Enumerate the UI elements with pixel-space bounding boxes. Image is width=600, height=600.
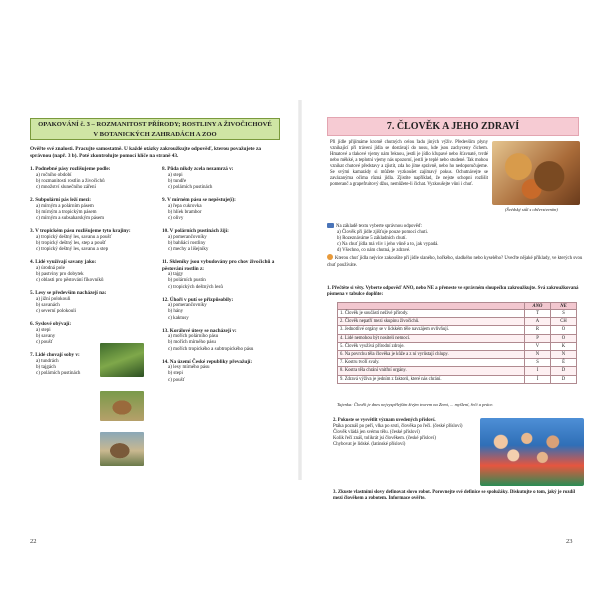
- statement-cell: 5. Člověk využívá přírodní zdroje.: [338, 342, 525, 350]
- food-photo-caption: (Švédský stůl s občerstvením): [505, 207, 558, 212]
- answer-option[interactable]: a) stepi: [36, 327, 51, 333]
- table-header-cell: ANO: [525, 303, 551, 310]
- question-text: 11. Skleníky jsou vybudovány pro chov živočichů a pěstování rostlin z:: [162, 258, 275, 272]
- yes-letter-cell[interactable]: V: [525, 342, 551, 350]
- quiz-question: [30, 166, 150, 191]
- quiz-question: [162, 197, 282, 222]
- question-text: 7. Lidé chovají soby v:: [30, 351, 80, 358]
- answer-option[interactable]: c) tropický deštný les, savanu a step: [36, 247, 109, 253]
- answer-option[interactable]: c) poušť: [168, 377, 185, 383]
- proverb-line: Ptáka poznáš po peří, vlka po srsti, člověka po řeči. (české přísloví): [333, 424, 463, 430]
- table-header-cell: [338, 303, 525, 310]
- answer-option[interactable]: a) ročního období: [36, 172, 72, 178]
- table-row: [338, 350, 577, 358]
- reindeer-photo: [100, 432, 144, 466]
- intro-text: Při jídle přijímáme kromě chutných celou řadu jiných výživ. Především plyny vznikající při trávení jídla se dostávají do nosu, kde jsou zachyceny čichem. Hmatové a tlakové vjemy nám řeknou, jestli je jídlo křupavé nebo šťavnaté, tvrdé nebo měkké, a teplotní vjemy nás upozorní, jestli je teplé nebo studené. Tak mohou vznikat chutové představy a zjistit, zda ho jíme správně, nebo ho nedoporučujeme. Se svými kamarády si můžete vyzkoušet zajímavý pokus. Ochutnávejte se zavázanýma očima různá jídla. Zjistíte například, že nejste schopni rozlišit pomeranč a grapefruitový džus, nemůžete-li čichat. Vyzkoušejte vůni i chuť.: [330, 140, 488, 187]
- question-text: 9. V mírném pásu se nepěstuje(í):: [162, 196, 236, 203]
- proverb-line: Chybovat je lidské. (latinské přísloví): [333, 442, 406, 448]
- answer-option[interactable]: c) mírným a subsaharským pásem: [36, 216, 105, 222]
- right-page-number: 23: [566, 538, 573, 545]
- task-2-title: 2. Pokuste se vysvětlit význam uvedených přísloví.: [333, 418, 436, 423]
- yes-no-table: [337, 302, 577, 384]
- quiz-question: [30, 290, 150, 315]
- quiz-question: [162, 328, 282, 353]
- yes-letter-cell[interactable]: S: [525, 359, 551, 367]
- left-page-header: [30, 118, 280, 140]
- quiz-question: [30, 259, 150, 284]
- statement-cell: 4. Lidé nemohou být nositeli nemocí.: [338, 334, 525, 342]
- answer-option[interactable]: c) severní polokouli: [36, 309, 76, 315]
- quiz-question: [162, 228, 282, 253]
- answer-option[interactable]: c) polárních pustinách: [168, 185, 213, 191]
- task-2: [333, 418, 485, 448]
- question-text: 8. Půda nikdy zcela nezamrzá v:: [162, 166, 234, 172]
- no-letter-cell[interactable]: D: [551, 367, 577, 375]
- task-1-instructions: 1. Přečtěte si věty. Vyberte odpověď ANO, nebo NE a přeneste ve správném sloupečku zakroužkujte. Svá zakroužkovaná písmena v tabulce doplňte:: [327, 286, 579, 298]
- task-3: 3. Zkuste vlastními slovy definovat slovo robot. Porovnejte své definice se spolužáky. Diskutujte o tom, jaký je rozdíl mezi člověkem a robotem. Informace ověřte.: [333, 490, 575, 502]
- question-text: 1. Podnebné pásy rozlišujeme podle:: [30, 166, 111, 172]
- table-row: [338, 334, 577, 342]
- answer-option[interactable]: a) mořích polárního pásu: [168, 334, 219, 340]
- answer-option[interactable]: c) polárních pustinách: [36, 371, 81, 377]
- quiz-question: [30, 197, 150, 222]
- yes-letter-cell[interactable]: A: [525, 318, 551, 326]
- question-text: 10. V polárních pustinách žijí:: [162, 227, 229, 234]
- food-photo: [492, 141, 580, 205]
- statement-cell: 2. Člověk nepatří mezi skupinu živočichů.: [338, 318, 525, 326]
- question-text: 13. Korálové útesy se nacházejí v:: [162, 327, 237, 334]
- tf-option: d) Všechno, co nám chutná, je zdravé.: [337, 248, 411, 254]
- answer-option[interactable]: a) pomerančovníky: [168, 234, 207, 240]
- answer-option[interactable]: b) tajgách: [36, 364, 56, 370]
- quiz-question: [162, 259, 282, 291]
- answer-option[interactable]: b) mírným a tropickým pásem: [36, 209, 97, 215]
- statement-cell: 8. Kostra těla chrání vnitřní orgány.: [338, 367, 525, 375]
- yes-letter-cell[interactable]: Í: [525, 375, 551, 383]
- statement-cell: 3. Jednotlivé orgány se v lidském těle navzájem ovlivňují.: [338, 326, 525, 334]
- no-letter-cell[interactable]: O: [551, 334, 577, 342]
- answer-option[interactable]: b) tundře: [168, 178, 187, 184]
- tf-option: b) Rozeznáváme 5 základních chutí.: [337, 236, 407, 242]
- table-header-cell: NE: [551, 303, 577, 310]
- answer-option[interactable]: b) stepi: [168, 371, 183, 377]
- right-page-header: 7. ČLOVĚK A JEHO ZDRAVÍ: [327, 117, 579, 136]
- table-row: [338, 326, 577, 334]
- statement-cell: 9. Zdravá výživa je jedním z faktorů, které nás chrání.: [338, 375, 525, 383]
- secret-phrase-line: Tajenka: Člověk je dnes nejvyspělejším živým tvorem na Zemi, ... myšlení, řeči a práce.: [337, 402, 494, 407]
- no-letter-cell[interactable]: O: [551, 326, 577, 334]
- answer-option[interactable]: c) oblasti pro pěstování fíkovníků: [36, 278, 104, 284]
- no-letter-cell[interactable]: K: [551, 342, 577, 350]
- answer-option[interactable]: b) mořích mírného pásu: [168, 340, 216, 346]
- forest-photo: [100, 343, 144, 377]
- question-text: 2. Subpolární pás leží mezi:: [30, 196, 91, 203]
- table-row: [338, 318, 577, 326]
- no-letter-cell[interactable]: D: [551, 375, 577, 383]
- answer-option[interactable]: b) hány: [168, 309, 184, 315]
- tf-option: c) Na chuť jídla má vliv i jeho vůně a to, jak vypadá.: [337, 242, 439, 248]
- question-text: 4. Lidé využívají savany jako:: [30, 258, 97, 265]
- quiz-question: [30, 228, 150, 253]
- answer-option[interactable]: a) řepa cukrovka: [168, 203, 202, 209]
- left-page-number: 22: [30, 538, 37, 545]
- people-crowd-photo: [480, 418, 584, 486]
- question-text: 14. Na území České republiky převažují:: [162, 358, 253, 365]
- yes-letter-cell[interactable]: I: [525, 367, 551, 375]
- yes-letter-cell[interactable]: T: [525, 310, 551, 318]
- answer-option[interactable]: b) savanách: [36, 302, 60, 308]
- answer-option[interactable]: a) úrodná pole: [36, 265, 65, 271]
- right-page: [300, 0, 600, 600]
- left-questions-col2: [162, 166, 282, 389]
- left-header-line1: OPAKOVÁNÍ č. 3 – ROZMANITOST PŘÍRODY; ROSTLINY A ŽIVOČICHOVÉ: [38, 121, 272, 128]
- answer-option[interactable]: c) poušť: [36, 340, 53, 346]
- question-icon: [327, 254, 333, 260]
- text-questions: [327, 223, 583, 269]
- table-header-row: [338, 303, 577, 310]
- question-text: 3. V tropickém pásu rozlišujeme tyto krajiny:: [30, 227, 131, 234]
- no-letter-cell[interactable]: É: [551, 359, 577, 367]
- answer-option[interactable]: b) savany: [36, 333, 56, 339]
- question-text: 5. Lesy se především nacházejí na:: [30, 289, 107, 296]
- yes-letter-cell[interactable]: P: [525, 334, 551, 342]
- answer-option[interactable]: a) lesy mírného pásu: [168, 365, 210, 371]
- answer-option[interactable]: a) pomerančovníky: [168, 303, 207, 309]
- quiz-question: [162, 297, 282, 322]
- answer-option[interactable]: b) rozmanitosti rostlin a živočichů: [36, 178, 105, 184]
- answer-option[interactable]: c) množství slunečního záření: [36, 185, 96, 191]
- left-page-intro: Ověřte své znalosti. Pracujte samostatně. U každé otázky zakroužkujte odpověď, kterou považujete za správnou (např. 3 b). Poté zkontrolujte pomocí klíče na straně 43.: [30, 146, 261, 159]
- quiz-question: [162, 359, 282, 384]
- tf-option: a) Člověk při jídle zjišťuje pouze pomocí chuti.: [337, 230, 429, 236]
- answer-option[interactable]: c) olivy: [168, 216, 184, 222]
- ground-squirrel-photo: [100, 391, 144, 421]
- table-row: [338, 310, 577, 318]
- no-letter-cell[interactable]: N: [551, 350, 577, 358]
- table-row: [338, 375, 577, 383]
- answer-option[interactable]: c) kaktusy: [168, 315, 189, 321]
- proverb-line: Člověk vládá jen svému tělu. (české přísloví): [333, 430, 420, 436]
- book-icon: [327, 223, 334, 228]
- left-header-line2: V BOTANICKÝCH ZAHRADÁCH A ZOO: [93, 130, 217, 138]
- statement-cell: 1. Člověk je součástí neživé přírody.: [338, 310, 525, 318]
- tf-question: Kterou chuť jídla nejvíce zakoušíte při jídle slaného, hořkého, sladkého nebo kyselého? Uveďte nějaké příklady, ve kterých svou chuť používáte.: [327, 256, 583, 268]
- answer-option[interactable]: b) polárních pustin: [168, 278, 206, 284]
- yes-letter-cell[interactable]: N: [525, 350, 551, 358]
- table-row: [338, 359, 577, 367]
- table-row: [338, 367, 577, 375]
- quiz-question: [162, 166, 282, 191]
- answer-option[interactable]: b) hlíek brambor: [168, 209, 202, 215]
- statement-cell: 6. Na povrchu těla člověka je kůže a z ní vyrůstají chlupy.: [338, 350, 525, 358]
- tf-question-row: [327, 254, 583, 268]
- answer-option[interactable]: a) mírným a polárním pásem: [36, 203, 94, 209]
- table-row: [338, 342, 577, 350]
- answer-option[interactable]: c) mořích tropického a subtropického pásu: [168, 346, 254, 352]
- answer-option[interactable]: a) tropický deštný les, savanu a poušť: [36, 234, 112, 240]
- no-letter-cell[interactable]: CH: [551, 318, 577, 326]
- tf-intro: Na základě textu vyberte správnou odpověď:: [336, 224, 423, 229]
- question-text: 12. Úhoři v putí se přizpůsobily:: [162, 296, 234, 303]
- answer-option[interactable]: a) jižní polokouli: [36, 296, 71, 302]
- answer-option[interactable]: c) tropických deštných lesů: [168, 284, 223, 290]
- answer-option[interactable]: a) tundrách: [36, 358, 59, 364]
- yes-letter-cell[interactable]: R: [525, 326, 551, 334]
- question-text: 6. Syslové obývají:: [30, 320, 72, 327]
- answer-option[interactable]: b) tropický deštný les, step a poušť: [36, 240, 107, 246]
- answer-option[interactable]: c) mechy a lišejníky: [168, 247, 209, 253]
- answer-option[interactable]: b) bahňáci rostliny: [168, 240, 206, 246]
- statement-cell: 7. Kostru tvoří svaly.: [338, 359, 525, 367]
- no-letter-cell[interactable]: S: [551, 310, 577, 318]
- proverb-line: Kolik řečí znáš, tolikrát jsi člověkem. (české přísloví): [333, 436, 436, 442]
- answer-option[interactable]: b) pastviny pro dobytek: [36, 271, 84, 277]
- answer-option[interactable]: a) stepi: [168, 172, 183, 178]
- answer-option[interactable]: a) tajgy: [168, 272, 184, 278]
